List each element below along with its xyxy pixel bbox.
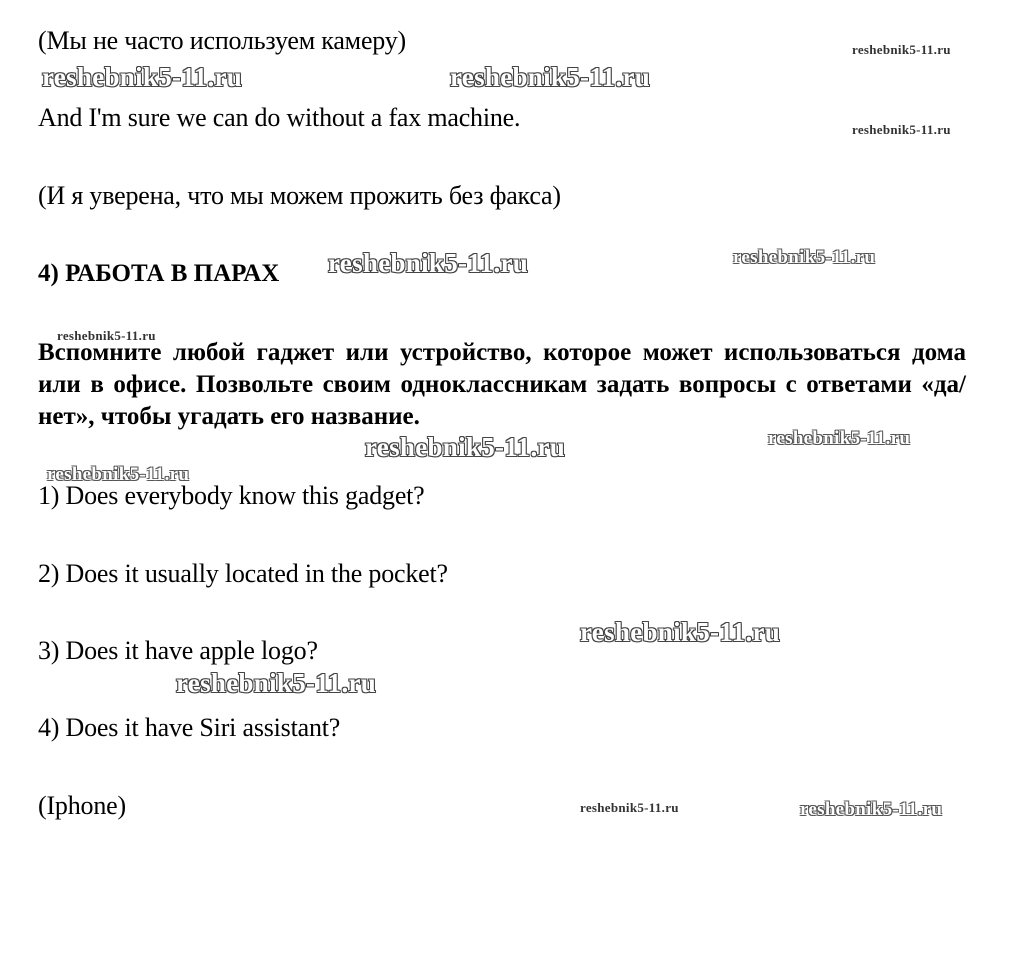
task-instruction: Вспомните любой гаджет или устройство, которое может использоваться дома или в офисе. Позвольте своим одноклассникам задать вопросы с ответами «да/нет», чтобы угадать его название. xyxy=(38,339,966,430)
question-4: 4) Does it have Siri assistant? xyxy=(38,713,341,742)
question-3: 3) Does it have apple logo? xyxy=(38,636,318,665)
text-line-ru-camera: (Мы не часто используем камеру) xyxy=(38,26,406,55)
watermark: reshebnik5-11.ru xyxy=(365,432,566,462)
watermark: reshebnik5-11.ru xyxy=(800,799,943,820)
watermark: reshebnik5-11.ru xyxy=(852,42,951,57)
watermark: reshebnik5-11.ru xyxy=(47,464,190,485)
watermark: reshebnik5-11.ru xyxy=(852,122,951,137)
watermark: reshebnik5-11.ru xyxy=(57,328,156,343)
question-2: 2) Does it usually located in the pocket? xyxy=(38,559,448,588)
question-1: 1) Does everybody know this gadget? xyxy=(38,481,425,510)
watermark: reshebnik5-11.ru xyxy=(328,248,529,278)
section-heading: 4) РАБОТА В ПАРАХ xyxy=(38,260,280,287)
text-line-ru-fax: (И я уверена, что мы можем прожить без факса) xyxy=(38,181,561,210)
watermark: reshebnik5-11.ru xyxy=(450,62,651,92)
watermark: reshebnik5-11.ru xyxy=(768,428,911,449)
text-line-en-fax: And I'm sure we can do without a fax machine. xyxy=(38,103,521,132)
watermark: reshebnik5-11.ru xyxy=(176,668,377,698)
watermark: reshebnik5-11.ru xyxy=(580,800,679,815)
answer-text: (Iphone) xyxy=(38,791,126,820)
watermark: reshebnik5-11.ru xyxy=(580,617,781,647)
watermark: reshebnik5-11.ru xyxy=(42,62,243,92)
watermark: reshebnik5-11.ru xyxy=(733,247,876,268)
